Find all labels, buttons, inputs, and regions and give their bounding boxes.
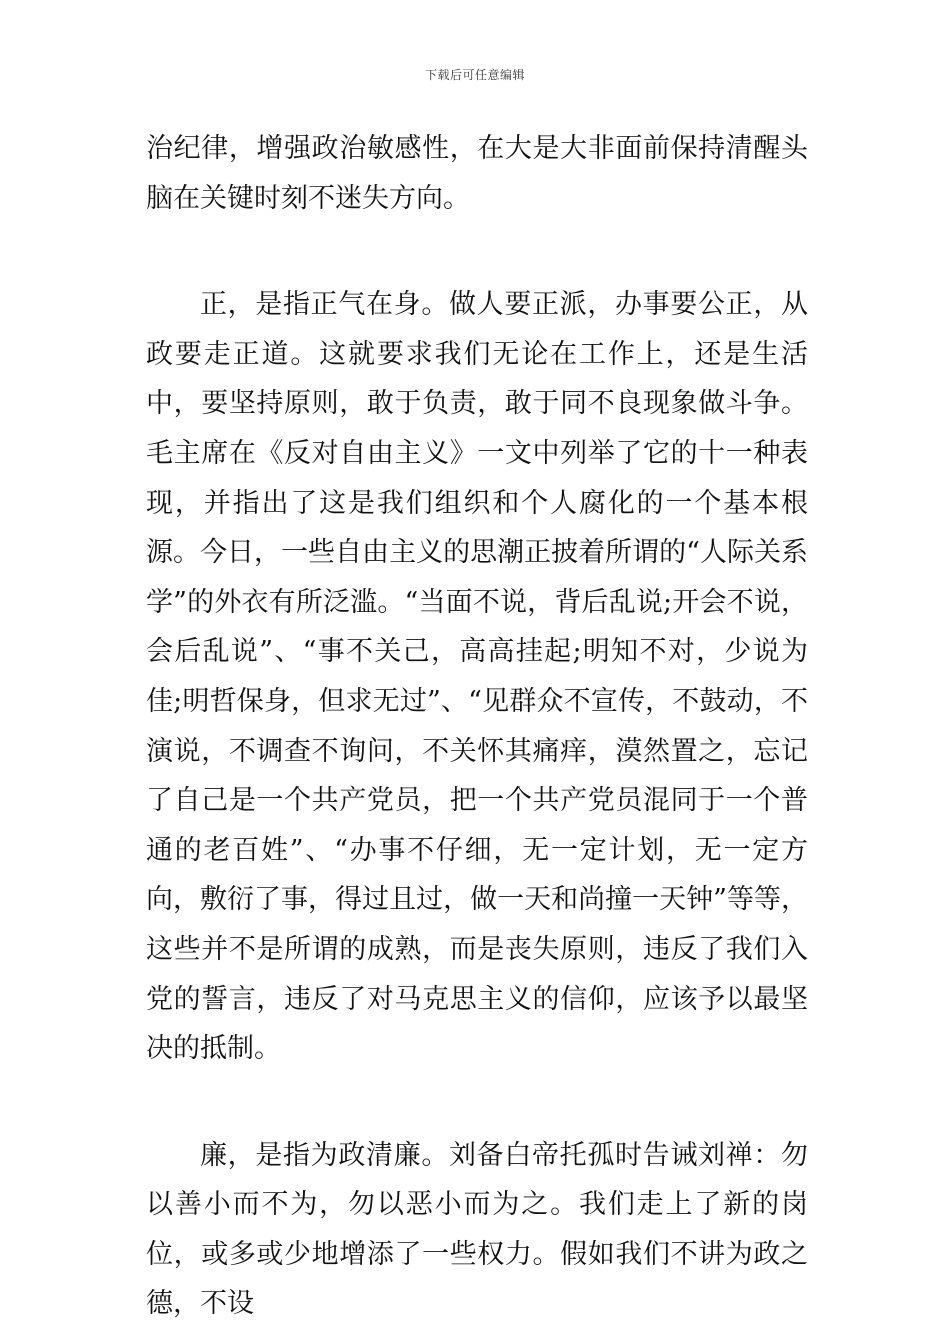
paragraph-gap: [146, 223, 808, 280]
paragraph-lian: 廉，是指为政清廉。刘备白帝托孤时告诫刘禅：勿以善小而不为，勿以恶小而为之。我们走上了新的岗位，或多或少地增添了一些权力。假如我们不讲为政之德，不设: [146, 1139, 808, 1320]
paragraph-zheng: 正，是指正气在身。做人要正派，办事要公正，从政要走正道。这就要求我们无论在工作上，还是生活中，要坚持原则，敢于负责，敢于同不良现象做斗争。毛主席在《反对自由主义》一文中列举了它的十一种表现，并指出了这是我们组织和个人腐化的一个基本根源。今日，一些自由主义的思潮正披着所谓的“人际关系学”的外衣有所泛滥。“当面不说，背后乱说;开会不说，会后乱说”、“事不关己，高高挂起;明知不对，少说为佳;明哲保身，但求无过”、“见群众不宣传，不鼓动，不演说，不调查不询问，不关怀其痛痒，漠然置之，忘记了自己是一个共产党员，把一个共产党员混同于一个普通的老百姓”、“办事不仔细，无一定计划，无一定方向，敷衍了事，得过且过，做一天和尚撞一天钟”等等，这些并不是所谓的成熟，而是丧失原则，违反了我们入党的誓言，违反了对马克思主义的信仰，应该予以最坚决的抵制。: [146, 289, 808, 1065]
paragraph-continued: 治纪律，增强政治敏感性，在大是大非面前保持清醒头脑在关键时刻不迷失方向。: [146, 133, 808, 214]
header-note: 下载后可任意编辑: [424, 68, 525, 82]
paragraph-gap: [146, 1074, 808, 1131]
document-body: [146, 124, 808, 1329]
